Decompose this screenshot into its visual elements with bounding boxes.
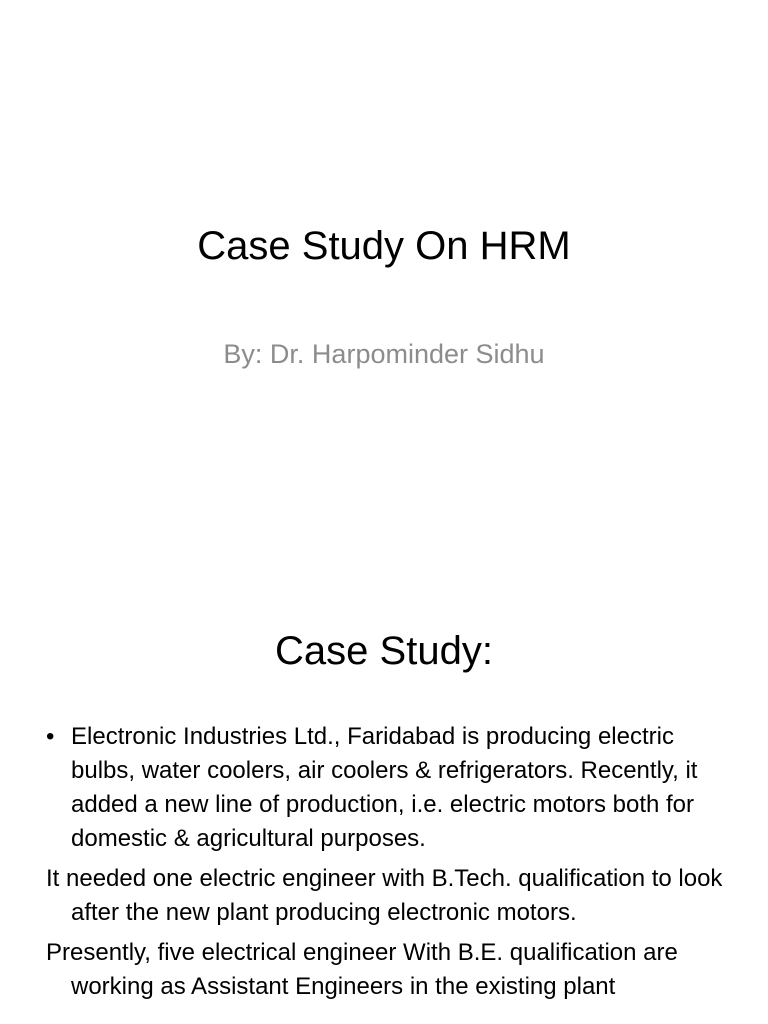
paragraph <box>46 936 726 1004</box>
slide-subtitle-author: By: Dr. Harpominder Sidhu <box>223 339 545 369</box>
paragraph-text: Presently, five electrical engineer With B.E. qualification are working as Assistant Engineers in the existing plant <box>46 939 678 1000</box>
bullet-icon: • <box>46 723 55 750</box>
slide-title: Case Study: <box>275 629 493 673</box>
paragraph-text: It needed one electric engineer with B.Tech. qualification to look after the new plant producing electronic motors. <box>46 865 723 926</box>
slide-body <box>46 720 726 1010</box>
paragraph <box>46 862 726 930</box>
slide-title: Case Study On HRM <box>197 224 571 268</box>
case-study-slide <box>0 576 768 1024</box>
bullet-paragraph <box>46 720 726 856</box>
paragraph-text: Electronic Industries Ltd., Faridabad is producing electric bulbs, water coolers, air coolers & refrigerators. Recently, it added a new line of production, i.e. electric motors both for domestic & agricultural purposes. <box>71 723 698 852</box>
